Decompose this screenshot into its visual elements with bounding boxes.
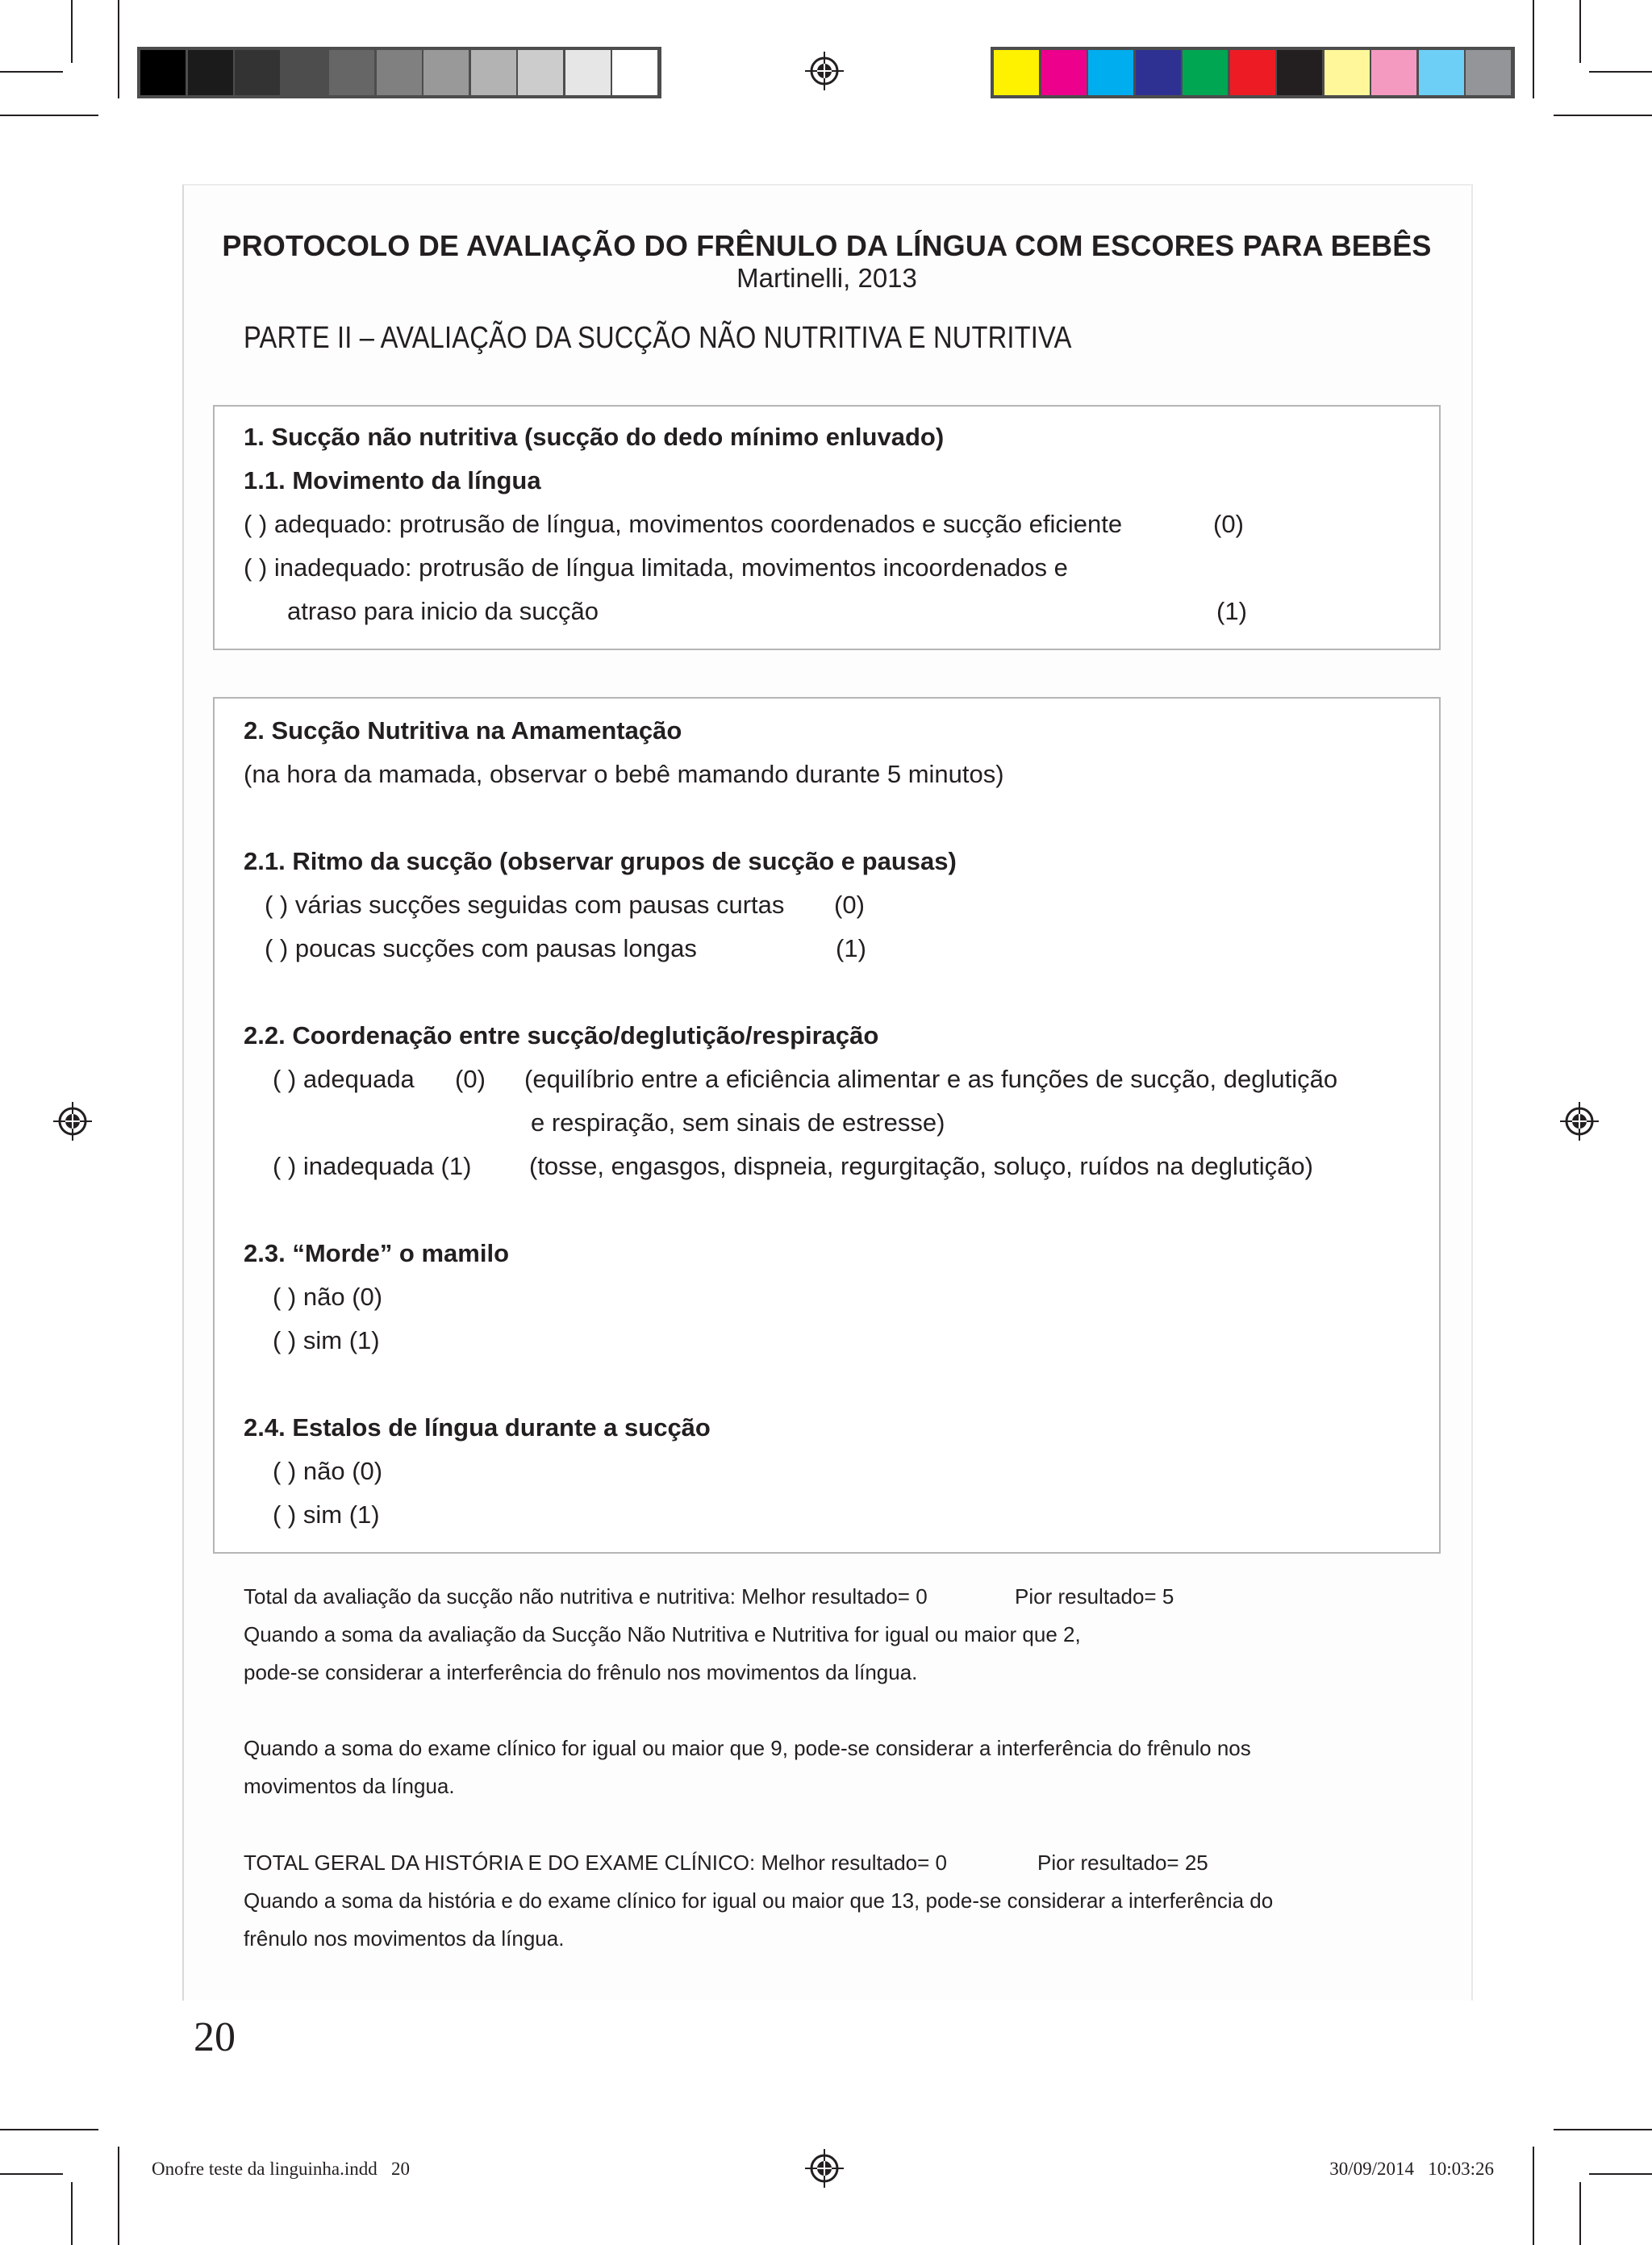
bite-option-no: ( ) não (0) xyxy=(273,1283,383,1311)
coordination-option-1-description: (equilíbrio entre a eficiência alimentar e as funções de sucção, deglutição xyxy=(524,1065,1338,1093)
total-suction-best: Total da avaliação da sucção não nutritiva e nutritiva: Melhor resultado= 0 xyxy=(244,1584,928,1609)
crop-mark xyxy=(1589,2173,1652,2175)
rhythm-option-1: ( ) várias sucções seguidas com pausas curtas xyxy=(265,891,785,919)
gray-swatch xyxy=(565,50,611,95)
gray-swatch xyxy=(188,50,233,95)
option-inadequado-continuation: atraso para inicio da sucção xyxy=(287,597,599,625)
gray-swatch xyxy=(377,50,422,95)
click-option-yes: ( ) sim (1) xyxy=(273,1500,380,1529)
color-swatch xyxy=(994,50,1039,95)
color-swatch xyxy=(1041,50,1087,95)
crop-mark xyxy=(1533,2147,1534,2245)
crop-mark xyxy=(1579,0,1581,63)
crop-mark xyxy=(0,115,98,116)
crop-mark xyxy=(1589,71,1652,73)
coordination-option-1: ( ) adequada xyxy=(273,1065,415,1093)
color-swatch xyxy=(1466,50,1511,95)
section-2-instruction: (na hora da mamada, observar o bebê mamando durante 5 minutos) xyxy=(244,760,1004,788)
gray-swatch xyxy=(518,50,563,95)
color-swatch xyxy=(1419,50,1464,95)
section-2-3-heading: 2.3. “Morde” o mamilo xyxy=(244,1239,510,1267)
gray-swatch xyxy=(612,50,657,95)
option-inadequado: ( ) inadequado: protrusão de língua limitada, movimentos incoordenados e xyxy=(244,553,1068,582)
color-swatch xyxy=(1371,50,1416,95)
section-2-4-heading: 2.4. Estalos de língua durante a sucção xyxy=(244,1413,711,1442)
crop-mark xyxy=(71,0,73,63)
registration-mark-icon xyxy=(1560,1102,1599,1141)
page-number: 20 xyxy=(194,2014,236,2060)
registration-mark-icon xyxy=(53,1102,92,1141)
option-inadequado-score: (1) xyxy=(1216,597,1247,625)
coordination-option-2: ( ) inadequada (1) xyxy=(273,1152,472,1180)
protocol-title: PROTOCOLO DE AVALIAÇÃO DO FRÊNULO DA LÍNGUA COM ESCORES PARA BEBÊS xyxy=(222,229,1432,262)
crop-mark xyxy=(118,0,119,98)
clinical-exam-note: Quando a soma do exame clínico for igual ou maior que 9, pode-se considerar a interferência do frênulo nos xyxy=(244,1736,1251,1760)
crop-mark xyxy=(1579,2182,1581,2245)
gray-swatch xyxy=(423,50,469,95)
history-sum-note: Quando a soma da história e do exame clínico for igual ou maior que 13, pode-se considerar a interferência do xyxy=(244,1888,1274,1913)
gray-swatch xyxy=(235,50,280,95)
rhythm-option-2: ( ) poucas sucções com pausas longas xyxy=(265,934,697,962)
section-2-2-heading: 2.2. Coordenação entre sucção/deglutição/respiração xyxy=(244,1021,879,1049)
history-sum-note-cont: frênulo nos movimentos da língua. xyxy=(244,1926,565,1951)
part-title: PARTE II – AVALIAÇÃO DA SUCÇÃO NÃO NUTRITIVA E NUTRITIVA xyxy=(244,321,1072,355)
section-2-heading: 2. Sucção Nutritiva na Amamentação xyxy=(244,716,682,745)
color-swatch xyxy=(1136,50,1181,95)
color-swatch xyxy=(1325,50,1370,95)
bite-option-yes: ( ) sim (1) xyxy=(273,1326,380,1354)
crop-mark xyxy=(118,2147,119,2245)
crop-mark xyxy=(1554,2129,1652,2130)
slug-filename: Onofre teste da linguinha.indd 20 xyxy=(152,2159,411,2179)
clinical-exam-note-cont: movimentos da língua. xyxy=(244,1774,455,1798)
crop-mark xyxy=(0,2173,63,2175)
coordination-option-1-description-cont: e respiração, sem sinais de estresse) xyxy=(531,1108,945,1137)
crop-mark xyxy=(1554,115,1652,116)
option-adequado-score: (0) xyxy=(1213,510,1244,538)
rhythm-option-1-score: (0) xyxy=(834,891,865,919)
suction-sum-note-cont: pode-se considerar a interferência do frênulo nos movimentos da língua. xyxy=(244,1660,918,1684)
section-1-1-heading: 1.1. Movimento da língua xyxy=(244,466,541,494)
color-swatch xyxy=(1183,50,1228,95)
section-1-heading: 1. Sucção não nutritiva (sucção do dedo mínimo enluvado) xyxy=(244,423,945,451)
protocol-author: Martinelli, 2013 xyxy=(736,263,917,293)
color-swatch xyxy=(1230,50,1275,95)
rhythm-option-2-score: (1) xyxy=(836,934,866,962)
color-swatch xyxy=(1088,50,1133,95)
general-total-worst: Pior resultado= 25 xyxy=(1037,1851,1208,1875)
gray-swatch xyxy=(329,50,374,95)
crop-mark xyxy=(0,2129,98,2130)
color-swatch xyxy=(1277,50,1322,95)
crop-mark xyxy=(1533,0,1534,98)
crop-mark xyxy=(71,2182,73,2245)
coordination-option-2-description: (tosse, engasgos, dispneia, regurgitação, soluço, ruídos na deglutição) xyxy=(529,1152,1313,1180)
section-2-1-heading: 2.1. Ritmo da sucção (observar grupos de sucção e pausas) xyxy=(244,847,957,875)
registration-mark-icon xyxy=(805,52,844,90)
suction-sum-note: Quando a soma da avaliação da Sucção Não Nutritiva e Nutritiva for igual ou maior que 2, xyxy=(244,1622,1081,1646)
crop-mark xyxy=(0,71,63,73)
general-total-best: TOTAL GERAL DA HISTÓRIA E DO EXAME CLÍNICO: Melhor resultado= 0 xyxy=(244,1851,948,1875)
total-suction-worst: Pior resultado= 5 xyxy=(1015,1584,1174,1609)
click-option-no: ( ) não (0) xyxy=(273,1457,383,1485)
gray-swatch xyxy=(140,50,186,95)
registration-mark-icon xyxy=(805,2149,844,2188)
slug-timestamp: 30/09/2014 10:03:26 xyxy=(1329,2159,1494,2179)
gray-swatch xyxy=(471,50,516,95)
coordination-option-1-score: (0) xyxy=(455,1065,486,1093)
option-adequado: ( ) adequado: protrusão de língua, movimentos coordenados e sucção eficiente xyxy=(244,510,1123,538)
gray-swatch xyxy=(282,50,327,95)
